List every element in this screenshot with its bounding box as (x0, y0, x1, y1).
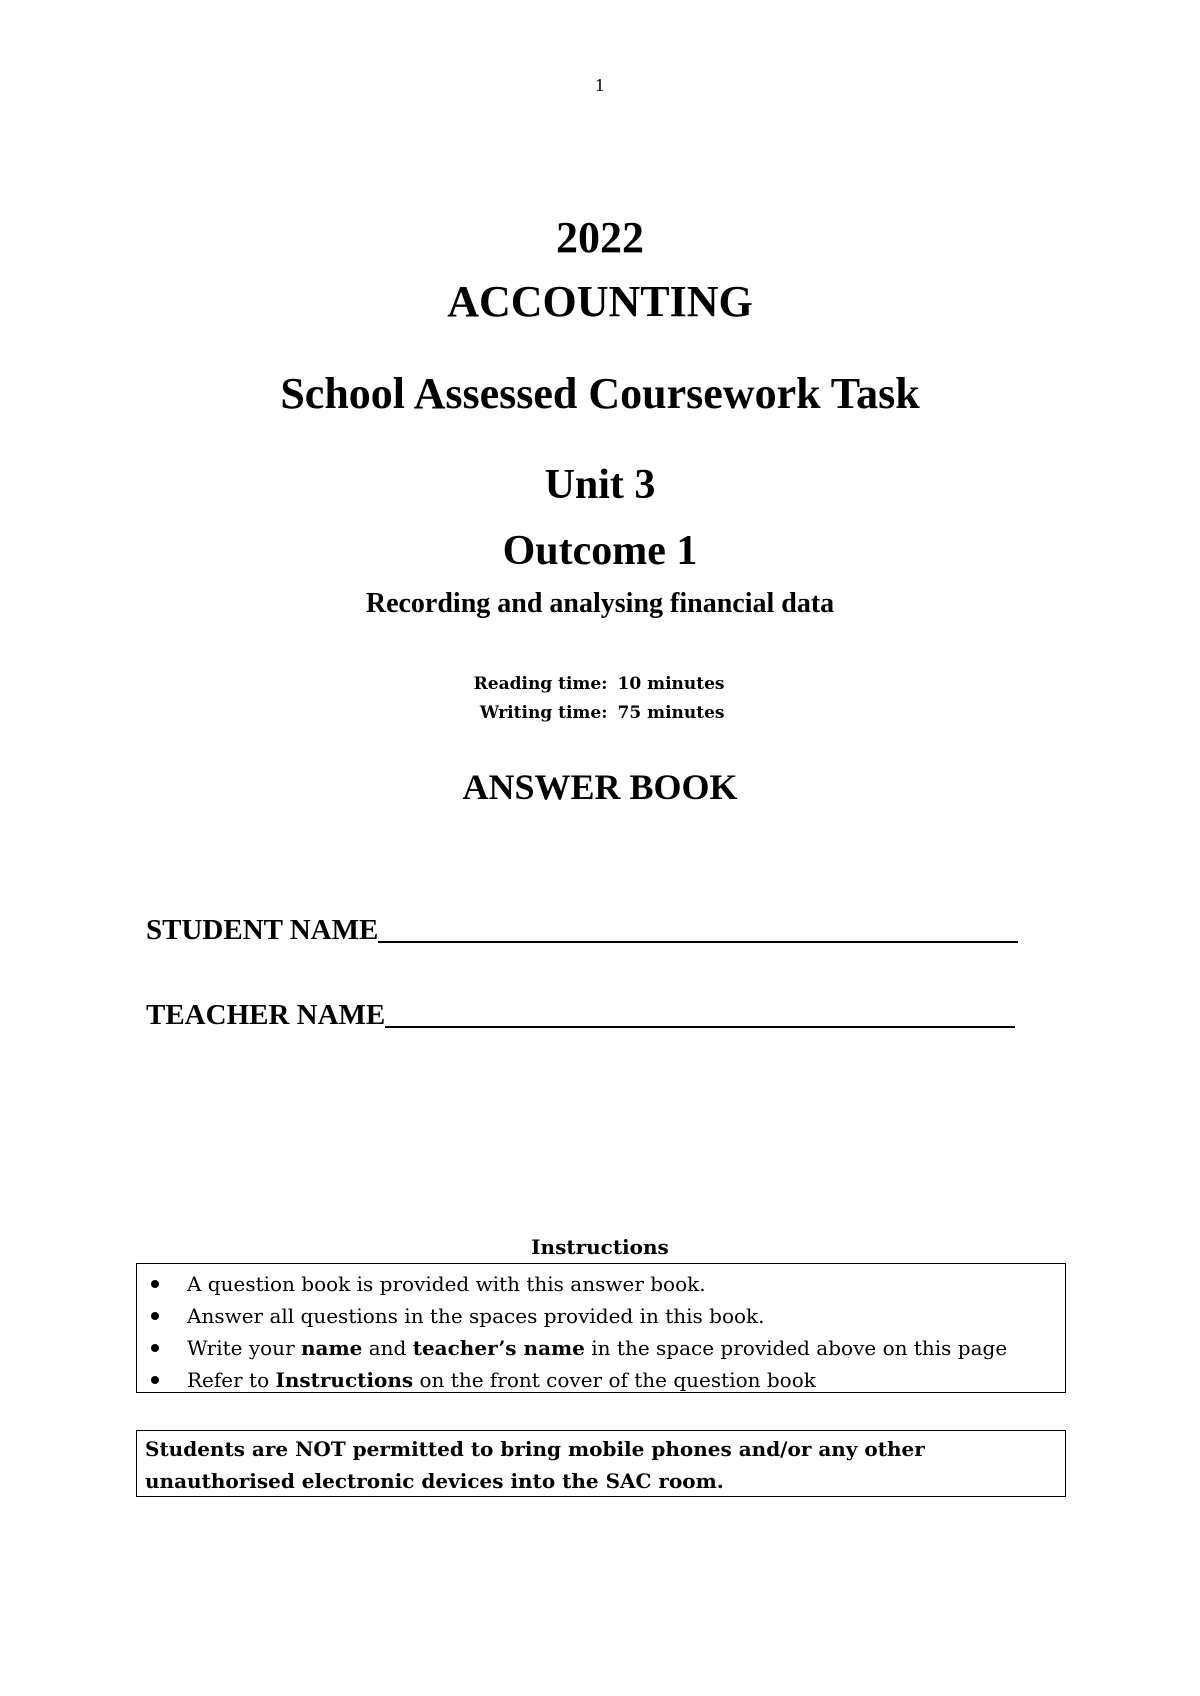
year-heading: 2022 (556, 213, 644, 262)
instruction-bold-teacher-name: teacher’s name (412, 1336, 585, 1360)
bullet-icon (151, 1280, 159, 1288)
bullet-icon (151, 1344, 159, 1352)
student-name-label: STUDENT NAME (146, 914, 379, 946)
instruction-text (187, 1364, 816, 1396)
writing-time-label: Writing time: (479, 703, 608, 723)
student-name-field[interactable] (146, 914, 1018, 947)
teacher-name-blank[interactable] (385, 1026, 1015, 1028)
instruction-bold-name: name (300, 1336, 363, 1360)
bullet-icon (151, 1312, 159, 1320)
bullet-icon (151, 1376, 159, 1384)
time-allowance (0, 670, 1200, 728)
teacher-name-label: TEACHER NAME (146, 999, 386, 1031)
subject-heading: ACCOUNTING (447, 277, 753, 326)
instruction-text-part: Write your (187, 1336, 301, 1360)
reading-time-row (0, 670, 1200, 699)
instruction-text-part: and (362, 1336, 413, 1360)
page-number: 1 (594, 76, 606, 95)
student-name-blank[interactable] (378, 941, 1018, 943)
writing-time-row (0, 699, 1200, 728)
instruction-text (187, 1332, 1007, 1364)
outcome-description: Recording and analysing financial data (365, 588, 835, 619)
instructions-list (145, 1268, 1065, 1396)
device-warning-box: Students are NOT permitted to bring mobile phones and/or any other unauthorised electronic devices into the SAC room. (136, 1430, 1066, 1497)
instruction-item (145, 1300, 1065, 1332)
reading-time-value: 10 minutes (617, 674, 725, 694)
instruction-text: A question book is provided with this answer book. (187, 1272, 706, 1296)
instruction-item (145, 1268, 1065, 1300)
instruction-text: Answer all questions in the spaces provided in this book. (187, 1304, 765, 1328)
instructions-title: Instructions (531, 1235, 669, 1259)
unit-heading: Unit 3 (544, 462, 656, 508)
task-heading: School Assessed Coursework Task (280, 369, 920, 418)
writing-time-value: 75 minutes (617, 703, 725, 723)
instruction-item (145, 1332, 1065, 1364)
teacher-name-field[interactable] (146, 999, 1015, 1032)
instruction-text-part: Refer to (187, 1368, 276, 1392)
instruction-text-part: on the front cover of the question book (413, 1368, 816, 1392)
instruction-item (145, 1364, 1065, 1396)
reading-time-label: Reading time: (473, 674, 608, 694)
answer-book-title: ANSWER BOOK (462, 767, 738, 807)
instruction-bold-instructions: Instructions (275, 1368, 414, 1392)
outcome-heading: Outcome 1 (502, 528, 698, 574)
instruction-text-part: in the space provided above on this page (584, 1336, 1008, 1360)
instructions-box (136, 1263, 1066, 1393)
